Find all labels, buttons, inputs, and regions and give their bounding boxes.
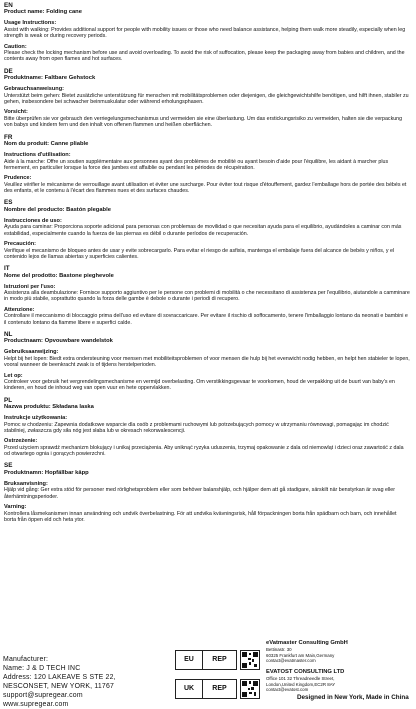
block-heading: Instrukcje użytkowania: xyxy=(4,415,68,422)
product-name: Produktnamn: Hopfällbar käpp xyxy=(4,469,89,476)
instruction-block xyxy=(4,44,410,63)
block-heading: Istruzioni per l'uso: xyxy=(4,283,56,290)
instruction-sections xyxy=(4,2,410,528)
instruction-block xyxy=(4,349,410,368)
instruction-block xyxy=(4,307,410,326)
block-text: Verifique el mecanismo de bloqueo antes de usar y evite sobrecargarlo. Para evitar el riesgo de asfixia, mantenga el embalaje fuera del alcance de bebés y niños, y el contenido lejos de llamas abiertas y superficies calientes. xyxy=(4,247,395,260)
block-heading: Let op: xyxy=(4,372,23,379)
eu-rep-company xyxy=(266,640,356,664)
language-section-fr xyxy=(4,134,410,195)
language-code: FR xyxy=(4,133,13,141)
language-section-es xyxy=(4,199,410,260)
instruction-block xyxy=(4,152,410,171)
manufacturer-name: Name: J & D TECH INC xyxy=(3,665,81,672)
uk-rep-company xyxy=(266,669,356,693)
language-code: PL xyxy=(4,396,13,404)
instruction-block xyxy=(4,241,410,260)
eu-rep-label: REP xyxy=(212,656,227,663)
language-code: IT xyxy=(4,265,10,273)
instruction-block xyxy=(4,109,410,128)
eu-rep-address-1: Bettinastr. 30 xyxy=(266,647,292,652)
eu-rep-address-2: 60325 Frankfurt am Main,Germany xyxy=(266,652,335,658)
block-text: Unterstützt beim gehen: Bietet zusätzliche unterstützung für menschen mit mobilitätsproblemen oder diejenigen, die gleichgewichtshilfe benötigen, und hilft ihnen, stabiler zu gehen, insbesondere bei schwacher beinmuskulatur oder während erholungsphasen. xyxy=(4,92,409,106)
block-text: Przed użyciem sprawdź mechanizm blokujący i unikaj przeciążenia. Aby uniknąć ryzyka uduszenia, trzymaj opakowanie z dala od niemowląt i dzieci oraz zawartość z dala od otwartego ognia i gorących powierzchni. xyxy=(4,444,404,458)
block-heading: Instructions d'utilisation: xyxy=(4,151,71,158)
language-section-de xyxy=(4,68,410,129)
instruction-block xyxy=(4,284,410,303)
block-text: Please check the locking mechanism before use and avoid overloading. To avoid the risk of suffocation, please keep the packaging away from babies and children, and the contents away from open flames and hot surfaces. xyxy=(4,50,405,63)
uk-rep-email: contact@evatost.com xyxy=(266,687,309,693)
block-heading: Gebrauchsanweisung: xyxy=(4,86,64,93)
block-text: Pomoc w chodzeniu: Zapewnia dodatkowe wsparcie dla osób z problemami ruchowymi lub potrzebujących pomocy w utrzymaniu równowagi, pomagając im chodzić stabilniej, zwłaszcza gdy siła nóg jest słaba lub w okresach rekonwalescencji. xyxy=(4,421,389,434)
block-text: Assist with walking: Provides additional support for people with mobility issues or those who need balance assistance, helping them walk more steadily, especially when leg strength is weak or during recovery periods. xyxy=(4,27,406,40)
language-section-en xyxy=(4,2,410,63)
uk-rep-badge xyxy=(175,679,237,699)
uk-rep-code: UK xyxy=(176,680,203,698)
uk-qr-code-icon xyxy=(240,679,260,699)
block-heading: Vorsicht: xyxy=(4,109,28,116)
product-name: Nome del prodotto: Bastone pieghevole xyxy=(4,272,114,279)
language-section-pl xyxy=(4,397,410,458)
language-code: ES xyxy=(4,199,13,207)
block-text: Aide à la marche: Offre un soutien supplémentaire aux personnes ayant des problèmes de mobilité ou ayant besoin d'aide pour l'équilibre, les aidant à marcher plus fermement, en particulier lorsque la force des jambes est affaiblie ou pendant les périodes de récupération. xyxy=(4,158,389,171)
block-heading: Usage Instructions: xyxy=(4,20,57,27)
origin-statement: Designed in New York, Made in China xyxy=(297,694,409,701)
block-text: Kontrollera låsmekanismen innan användning och undvik överbelastning. För att undvika kvävningsrisk, håll förpackningen borta från spädbarn och barn, och innehållet borta från öppen eld och heta ytor. xyxy=(4,510,397,523)
manufacturer-email: support@supregear.com xyxy=(3,692,83,699)
block-text: Assistenza alla deambulazione: Fornisce supporto aggiuntivo per le persone con problemi di mobilità o che necessitano di assistenza per l'equilibrio, aiutandole a camminare in modo più stabile, soprattutto quando la forza delle gambe è debole o durante i periodi di recupero. xyxy=(4,290,410,303)
instruction-block xyxy=(4,86,410,105)
product-name: Product name: Folding cane xyxy=(4,9,82,16)
instruction-block xyxy=(4,438,410,457)
instruction-block xyxy=(4,175,410,194)
eu-rep-company-name: eVatmaster Consulting GmbH xyxy=(266,640,348,646)
block-heading: Precaución: xyxy=(4,240,37,247)
product-name: Nom du produit: Canne pliable xyxy=(4,140,89,147)
block-text: Controllare il meccanismo di bloccaggio prima dell'uso ed evitare di sovraccaricare. Per evitare il rischio di soffocamento, tenere l'imballaggio lontano da neonati e bambini e il contenuto lontano da fiamme libere e superfici calde. xyxy=(4,313,408,326)
block-text: Helpt bij het lopen: Biedt extra ondersteuning voor mensen met mobiliteitsproblemen of voor mensen die hulp bij het evenwicht nodig hebben, en helpt hen stabieler te lopen, vooral wanneer de beenkracht zwak is of tijdens herstelperioden. xyxy=(4,355,410,369)
manufacturer-heading: Manufacturer: xyxy=(3,656,49,663)
instruction-block xyxy=(4,20,410,39)
block-heading: Varning: xyxy=(4,504,27,511)
block-heading: Caution: xyxy=(4,43,27,50)
block-heading: Attenzione: xyxy=(4,306,35,313)
block-text: Controleer voor gebruik het vergrendelingsmechanisme en vermijd overbelasting. Om verstikkingsgevaar te voorkomen, houd de verpakking uit de buurt van baby's en kinderen, en houd de inhoud weg van open vuur en hete oppervlakken. xyxy=(4,379,395,392)
language-section-it xyxy=(4,265,410,326)
uk-rep-label: REP xyxy=(212,685,227,692)
manufacturer-address-1: Address: 120 LAKEAVE S STE 22, xyxy=(3,674,116,681)
manufacturer-address-2: NESCONSET, NEW YORK, 11767 xyxy=(3,683,115,690)
product-name: Nombre del producto: Bastón plegable xyxy=(4,206,111,213)
language-code: NL xyxy=(4,330,13,338)
language-code: DE xyxy=(4,67,13,75)
product-name: Productnaam: Opvouwbare wandelstok xyxy=(4,338,113,345)
instruction-block xyxy=(4,373,410,392)
language-code: SE xyxy=(4,462,13,470)
block-heading: Gebruiksaanwijzing: xyxy=(4,349,59,356)
manufacturer-website: www.supregear.com xyxy=(3,701,69,708)
language-section-se xyxy=(4,462,410,523)
block-text: Bitte überprüfen sie vor gebrauch den verriegelungsmechanismus und vermeiden sie eine überlastung. Um das erstickungsrisiko zu vermeiden, halten sie die verpackung von babys und kindern fern und den inhalt von offenen flammen und heißen oberflächen. xyxy=(4,115,403,129)
block-heading: Ostrzeżenie: xyxy=(4,438,38,445)
block-heading: Instrucciones de uso: xyxy=(4,217,62,224)
instruction-block xyxy=(4,504,410,523)
block-text: Hjälp vid gång: Ger extra stöd för personer med rörlighetsproblem eller som behöver balanshjälp, och hjälper dem att gå stadigare, särskilt när benstyrkan är svag eller återhämtningsperioder. xyxy=(4,487,395,500)
product-name: Nazwa produktu: Składana laska xyxy=(4,404,94,411)
block-text: Ayuda para caminar: Proporciona soporte adicional para personas con problemas de movilidad o que necesitan ayuda para el equilibrio, ayudándoles a caminar con más estabilidad, especialmente cuando la fuerza de las piernas es débil o durante períodos de recuperación. xyxy=(4,224,402,237)
eu-rep-email: contact@evatmaster.com xyxy=(266,658,316,664)
uk-rep-address-2: London,United Kingdom,EC2R 8AY xyxy=(266,681,336,687)
eu-rep-code: EU xyxy=(176,651,203,669)
instruction-block xyxy=(4,415,410,434)
language-section-nl xyxy=(4,331,410,392)
instruction-block xyxy=(4,218,410,237)
product-name: Produktname: Faltbare Gehstock xyxy=(4,75,96,82)
eu-qr-code-icon xyxy=(240,650,260,670)
instruction-block xyxy=(4,481,410,500)
manufacturer-info xyxy=(3,655,153,709)
block-heading: Bruksanvisning: xyxy=(4,480,48,487)
uk-rep-address-1: Office 101 32 Threadneedle Street, xyxy=(266,676,335,681)
eu-rep-badge xyxy=(175,650,237,670)
uk-rep-company-name: EVATOST CONSULTING LTD xyxy=(266,669,345,675)
language-code: EN xyxy=(4,2,13,9)
block-text: Veuillez vérifier le mécanisme de verrouillage avant utilisation et éviter une surcharge. Pour éviter tout risque d'étouffement, gardez l'emballage hors de portée des bébés et des enfants, et le contenu à l'écart des flammes nues et des surfaces chaudes. xyxy=(4,181,407,195)
block-heading: Prudence: xyxy=(4,175,32,182)
label-footer xyxy=(0,636,416,708)
